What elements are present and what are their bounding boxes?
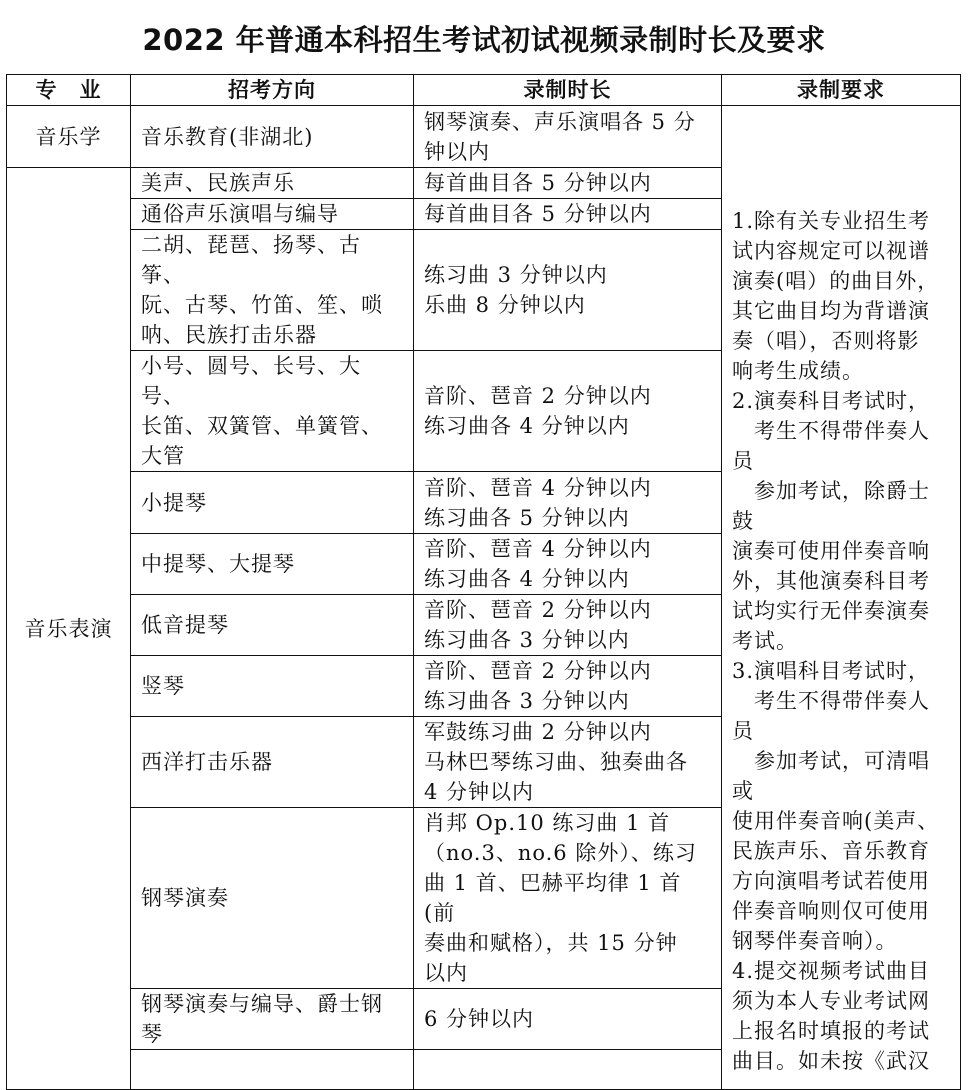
header-duration: 录制时长 [414,75,722,106]
table-body [7,106,961,1090]
duration-cell [414,808,722,989]
duration-line: 音阶、琶音 4 分钟以内 [424,475,652,500]
duration-line: 军鼓练习曲 2 分钟以内 [424,720,652,744]
duration-cell [414,106,722,168]
duration-line: 练习曲各 4 分钟以内 [424,414,630,438]
table-header-row [7,75,961,106]
duration-line: 肖邦 Op.10 练习曲 1 首 [424,811,671,835]
duration-line: 乐曲 8 分钟以内 [424,293,586,317]
duration-line: 练习曲各 4 分钟以内 [424,567,630,591]
header-direction: 招考方向 [131,75,414,106]
duration-line: 曲 1 首、巴赫平均律 1 首(前 [424,871,682,925]
duration-line: 练习曲各 3 分钟以内 [424,628,630,652]
duration-cell [414,1050,722,1090]
header-requirement: 录制要求 [722,75,961,106]
direction-line: 小号、圆号、长号、大号、 [141,354,361,408]
direction-cell [131,717,414,808]
major-cell: 音乐表演 [7,168,131,1090]
duration-line: 以内 [424,961,468,985]
requirements-cell: 1.除有关专业招生考 试内容规定可以视谱 演奏(唱）的曲目外， 其它曲目均为背谱演 奏（唱），否则将影 响考生成绩。 2.演奏科目考试时， 考生不得带伴奏人员 参加考试，除爵士鼓 演奏可使用伴奏音响 外，其他演奏科目考 试均实行无伴奏演奏 考试。 3.演唱科目考试时， 考生不得带伴奏人员 参加考试，可清唱或 使用伴奏音响(美声、 民族声乐、音乐教育 方向演唱考试若使用 伴奏音响则仅可使用 钢琴伴奏音响）。 4.提交视频考试曲目 须为本人专业考试网 上报名时填报的考试 曲目。如未按《武汉 [722,106,961,1090]
duration-cell [414,989,722,1050]
direction-line: 大管 [141,444,185,468]
duration-cell [414,534,722,595]
direction-line: 长笛、双簧管、单簧管、 [141,414,383,438]
direction-line: 阮、古琴、竹笛、笙、唢 [141,293,383,317]
duration-cell [414,168,722,199]
direction-line: 中提琴、大提琴 [141,552,295,576]
direction-line: 美声、民族声乐 [141,171,295,195]
direction-line: 钢琴演奏 [141,886,229,910]
duration-line: 6 分钟以内 [424,1007,535,1031]
duration-line: 练习曲 3 分钟以内 [424,263,608,287]
duration-line: 钟以内 [424,139,490,164]
page-title: 2022 年普通本科招生考试初试视频录制时长及要求 [142,23,826,57]
direction-line: 通俗声乐演唱与编导 [141,202,339,226]
direction-line: 西洋打击乐器 [141,750,273,774]
duration-cell [414,230,722,351]
direction-cell [131,808,414,989]
direction-line: 音乐教育(非湖北) [141,124,314,149]
duration-cell [414,472,722,534]
duration-cell [414,717,722,808]
direction-cell [131,656,414,717]
direction-line: 琴 [141,1022,163,1046]
direction-cell [131,989,414,1050]
direction-line: 低音提琴 [141,613,229,637]
duration-line: 练习曲各 5 分钟以内 [424,505,630,530]
table-row [7,106,961,168]
direction-line: 钢琴演奏与编导、爵士钢 [141,992,383,1016]
duration-line: 每首曲目各 5 分钟以内 [424,202,652,226]
direction-line: 小提琴 [141,490,207,515]
duration-cell [414,656,722,717]
duration-line: 4 分钟以内 [424,780,535,804]
direction-cell [131,472,414,534]
requirements-table [6,74,961,1090]
duration-line: 练习曲各 3 分钟以内 [424,689,630,713]
duration-line: 音阶、琶音 2 分钟以内 [424,598,652,622]
duration-line: 马林巴琴练习曲、独奏曲各 [424,750,688,774]
duration-line: 每首曲目各 5 分钟以内 [424,171,652,195]
direction-cell [131,106,414,168]
header-major: 专 业 [7,75,131,106]
duration-line: 奏曲和赋格），共 15 分钟 [424,931,678,955]
direction-cell [131,168,414,199]
duration-line: 音阶、琶音 2 分钟以内 [424,659,652,683]
direction-line: 二胡、琵琶、扬琴、古筝、 [141,233,361,287]
direction-cell [131,230,414,351]
major-cell: 音乐学 [7,106,131,168]
direction-cell [131,199,414,230]
direction-cell [131,1050,414,1090]
duration-line: 音阶、琶音 2 分钟以内 [424,384,652,408]
direction-line: 竖琴 [141,674,185,698]
duration-cell [414,199,722,230]
duration-cell [414,351,722,472]
direction-cell [131,534,414,595]
duration-line: 音阶、琶音 4 分钟以内 [424,537,652,561]
duration-cell [414,595,722,656]
duration-line: 钢琴演奏、声乐演唱各 5 分 [424,109,696,134]
direction-cell [131,595,414,656]
direction-cell [131,351,414,472]
duration-line: （no.3、no.6 除外）、练习 [424,841,697,865]
direction-line: 呐、民族打击乐器 [141,323,317,347]
